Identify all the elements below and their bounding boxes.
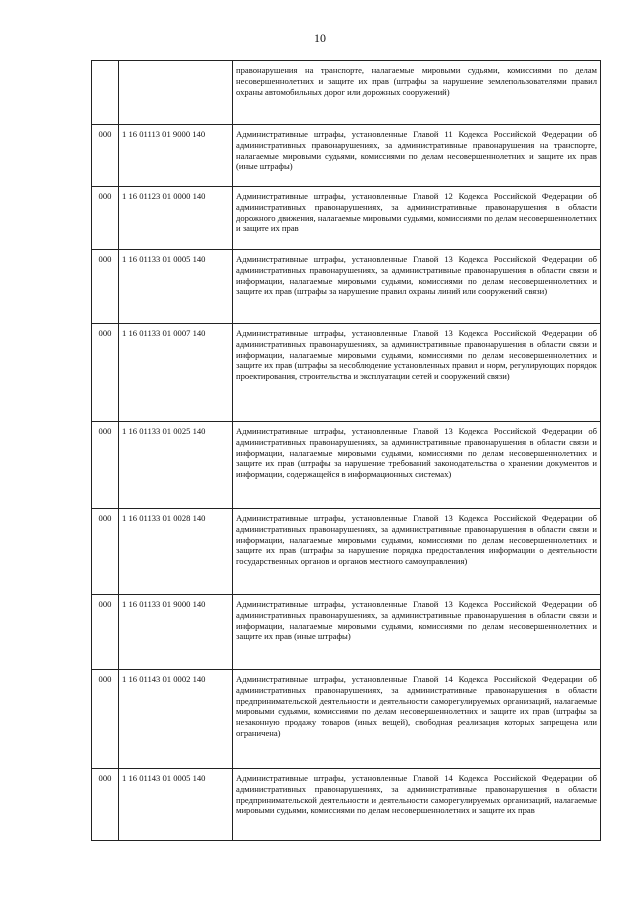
- table-row: [92, 250, 601, 324]
- budget-codes-table: [91, 60, 601, 841]
- table-row: [92, 422, 601, 509]
- budget-code-cell: 1 16 01133 01 0007 140: [119, 324, 233, 422]
- budget-code-cell: 1 16 01123 01 0000 140: [119, 187, 233, 250]
- table-row: [92, 61, 601, 125]
- admin-code-cell: 000: [92, 595, 119, 670]
- admin-code-cell: 000: [92, 422, 119, 509]
- budget-code-cell: [119, 61, 233, 125]
- budget-code-cell: 1 16 01133 01 0025 140: [119, 422, 233, 509]
- budget-code-cell: 1 16 01133 01 9000 140: [119, 595, 233, 670]
- description-cell: Административные штрафы, установленные Главой 13 Кодекса Российской Федерации об административных правонарушениях, за административные правонарушения в области связи и информации, налагаемые мировыми судьями, комиссиями по делам несовершеннолетних и защите их прав (штрафы за нарушение порядка предоставления информации о деятельности государственных органов и органов местного самоуправления): [233, 509, 601, 595]
- admin-code-cell: [92, 61, 119, 125]
- table-row: [92, 125, 601, 187]
- budget-code-cell: 1 16 01133 01 0005 140: [119, 250, 233, 324]
- admin-code-cell: 000: [92, 769, 119, 841]
- table-row: [92, 670, 601, 769]
- page-number: 10: [314, 31, 326, 45]
- description-cell: Административные штрафы, установленные Главой 13 Кодекса Российской Федерации об административных правонарушениях, за административные правонарушения в области связи и информации, налагаемые мировыми судьями, комиссиями по делам несовершеннолетних и защите их прав (штрафы за нарушение правил охраны линий или сооружений связи): [233, 250, 601, 324]
- admin-code-cell: 000: [92, 125, 119, 187]
- description-cell: Административные штрафы, установленные Главой 11 Кодекса Российской Федерации об административных правонарушениях, за административные правонарушения на транспорте, налагаемые мировыми судьями, комиссиями по делам несовершеннолетних и защите их прав (иные штрафы): [233, 125, 601, 187]
- budget-code-cell: 1 16 01143 01 0005 140: [119, 769, 233, 841]
- budget-code-cell: 1 16 01113 01 9000 140: [119, 125, 233, 187]
- admin-code-cell: 000: [92, 250, 119, 324]
- description-cell: Административные штрафы, установленные Главой 13 Кодекса Российской Федерации об административных правонарушениях, за административные правонарушения в области связи и информации, налагаемые мировыми судьями, комиссиями по делам несовершеннолетних и защите их прав (штрафы за нарушение требований законодательства о хранении документов и информации, содержащейся в информационных системах): [233, 422, 601, 509]
- table-row: [92, 187, 601, 250]
- table-row: [92, 509, 601, 595]
- table-row: [92, 595, 601, 670]
- table-row: [92, 324, 601, 422]
- description-cell: Административные штрафы, установленные Главой 14 Кодекса Российской Федерации об административных правонарушениях, за административные правонарушения в области предпринимательской деятельности и деятельности саморегулируемых организаций, налагаемые мировыми судьями, комиссиями по делам несовершеннолетних и защите их прав: [233, 769, 601, 841]
- admin-code-cell: 000: [92, 187, 119, 250]
- description-cell: Административные штрафы, установленные Главой 13 Кодекса Российской Федерации об административных правонарушениях, за административные правонарушения в области связи и информации, налагаемые мировыми судьями, комиссиями по делам несовершеннолетних и защите их прав (иные штрафы): [233, 595, 601, 670]
- admin-code-cell: 000: [92, 324, 119, 422]
- description-cell: Административные штрафы, установленные Главой 13 Кодекса Российской Федерации об административных правонарушениях, за административные правонарушения в области связи и информации, налагаемые мировыми судьями, комиссиями по делам несовершеннолетних и защите их прав (штрафы за несоблюдение установленных правил и норм, регулирующих порядок проектирования, строительства и эксплуатации сетей и сооружений связи): [233, 324, 601, 422]
- description-cell: правонарушения на транспорте, налагаемые мировыми судьями, комиссиями по делам несовершеннолетних и защите их прав (штрафы за нарушение землепользователями правил охраны автомобильных дорог или дорожных сооружений): [233, 61, 601, 125]
- budget-code-cell: 1 16 01133 01 0028 140: [119, 509, 233, 595]
- description-cell: Административные штрафы, установленные Главой 12 Кодекса Российской Федерации об административных правонарушениях, за административные правонарушения в области дорожного движения, налагаемые мировыми судьями, комиссиями по делам несовершеннолетних и защите их прав: [233, 187, 601, 250]
- description-cell: Административные штрафы, установленные Главой 14 Кодекса Российской Федерации об административных правонарушениях, за административные правонарушения в области предпринимательской деятельности и деятельности саморегулируемых организаций, налагаемые мировыми судьями, комиссиями по делам несовершеннолетних и защите их прав (штрафы за незаконную продажу товаров (иных вещей), свободная реализация которых запрещена или ограничена): [233, 670, 601, 769]
- admin-code-cell: 000: [92, 670, 119, 769]
- table-row: [92, 769, 601, 841]
- budget-code-cell: 1 16 01143 01 0002 140: [119, 670, 233, 769]
- admin-code-cell: 000: [92, 509, 119, 595]
